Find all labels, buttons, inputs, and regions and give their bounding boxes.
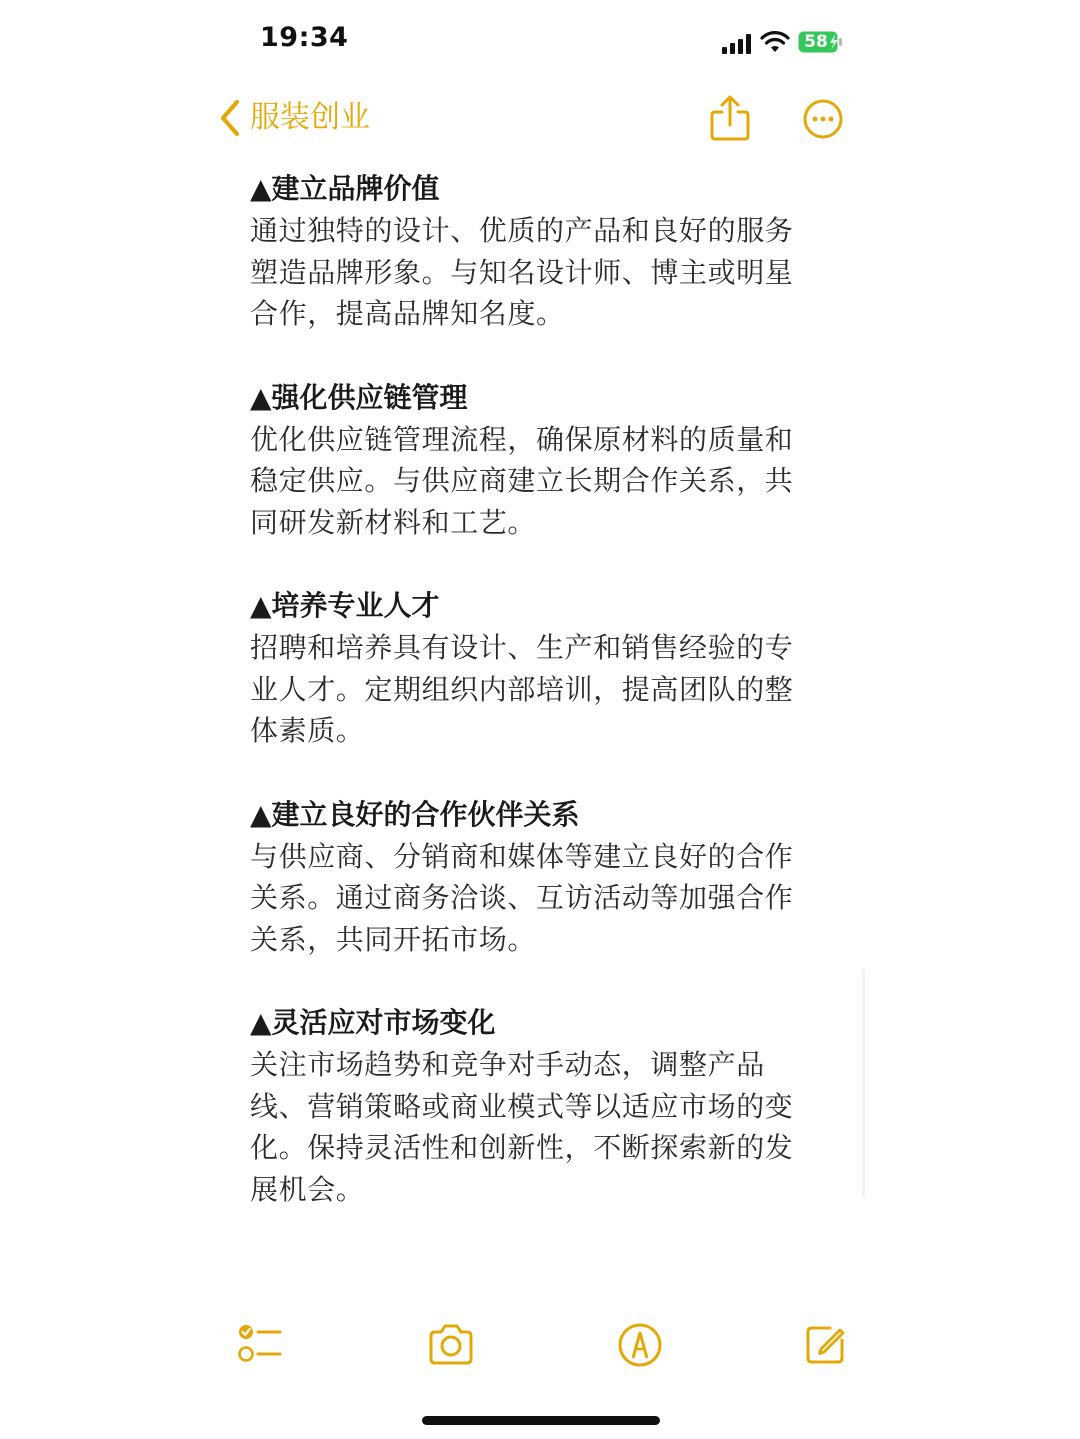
body-line: 化。保持灵活性和创新性，不断探索新的发 bbox=[250, 1131, 794, 1164]
section-body bbox=[250, 210, 830, 335]
scroll-indicator bbox=[862, 968, 865, 1198]
more-icon[interactable] bbox=[802, 98, 844, 140]
markup-pen-icon[interactable] bbox=[615, 1320, 665, 1370]
section-heading: ▲培养专业人才 bbox=[250, 589, 440, 622]
body-line: 与供应商、分销商和媒体等建立良好的合作 bbox=[250, 839, 794, 873]
body-line: 关系，共同开拓市场。 bbox=[250, 922, 537, 956]
body-line: 同研发新材料和工艺。 bbox=[250, 505, 537, 539]
note-section bbox=[250, 585, 830, 752]
note-section bbox=[250, 377, 830, 544]
share-icon[interactable] bbox=[708, 94, 752, 142]
status-time: 19:34 bbox=[260, 22, 349, 53]
body-line: 通过独特的设计、优质的产品和良好的服务 bbox=[250, 214, 794, 247]
body-line: 线、营销策略或商业模式等以适应市场的变 bbox=[250, 1089, 794, 1123]
back-button-label: 服装创业 bbox=[250, 100, 370, 135]
section-heading: ▲灵活应对市场变化 bbox=[250, 1006, 496, 1039]
battery-level: 58 bbox=[804, 32, 828, 52]
body-line: 关注市场趋势和竞争对手动态，调整产品 bbox=[250, 1048, 765, 1081]
section-body bbox=[250, 1044, 830, 1210]
camera-icon[interactable] bbox=[426, 1320, 476, 1370]
back-button[interactable] bbox=[218, 96, 370, 140]
body-line: 招聘和培养具有设计、生产和销售经验的专 bbox=[250, 631, 794, 664]
chevron-left-icon bbox=[218, 99, 242, 137]
body-line: 业人才。定期组织内部培训，提高团队的整 bbox=[250, 672, 794, 706]
section-heading: ▲建立品牌价值 bbox=[250, 172, 440, 205]
section-body bbox=[250, 836, 830, 961]
note-section bbox=[250, 1002, 830, 1210]
body-line: 关系。通过商务洽谈、互访活动等加强合作 bbox=[250, 881, 794, 914]
body-line: 塑造品牌形象。与知名设计师、博主或明星 bbox=[250, 255, 794, 289]
checklist-icon[interactable] bbox=[236, 1320, 286, 1370]
body-line: 展机会。 bbox=[250, 1172, 365, 1206]
body-line: 体素质。 bbox=[250, 714, 365, 747]
section-body bbox=[250, 627, 830, 752]
note-section bbox=[250, 168, 830, 335]
section-heading: ▲建立良好的合作伙伴关系 bbox=[250, 797, 580, 831]
compose-icon[interactable] bbox=[800, 1320, 850, 1370]
note-body[interactable] bbox=[250, 168, 830, 1252]
body-line: 合作，提高品牌知名度。 bbox=[250, 297, 565, 330]
home-indicator[interactable] bbox=[422, 1416, 660, 1425]
note-section bbox=[250, 794, 830, 961]
body-line: 优化供应链管理流程，确保原材料的质量和 bbox=[250, 422, 794, 456]
section-body bbox=[250, 419, 830, 544]
section-heading: ▲强化供应链管理 bbox=[250, 380, 468, 414]
body-line: 稳定供应。与供应商建立长期合作关系，共 bbox=[250, 464, 794, 497]
